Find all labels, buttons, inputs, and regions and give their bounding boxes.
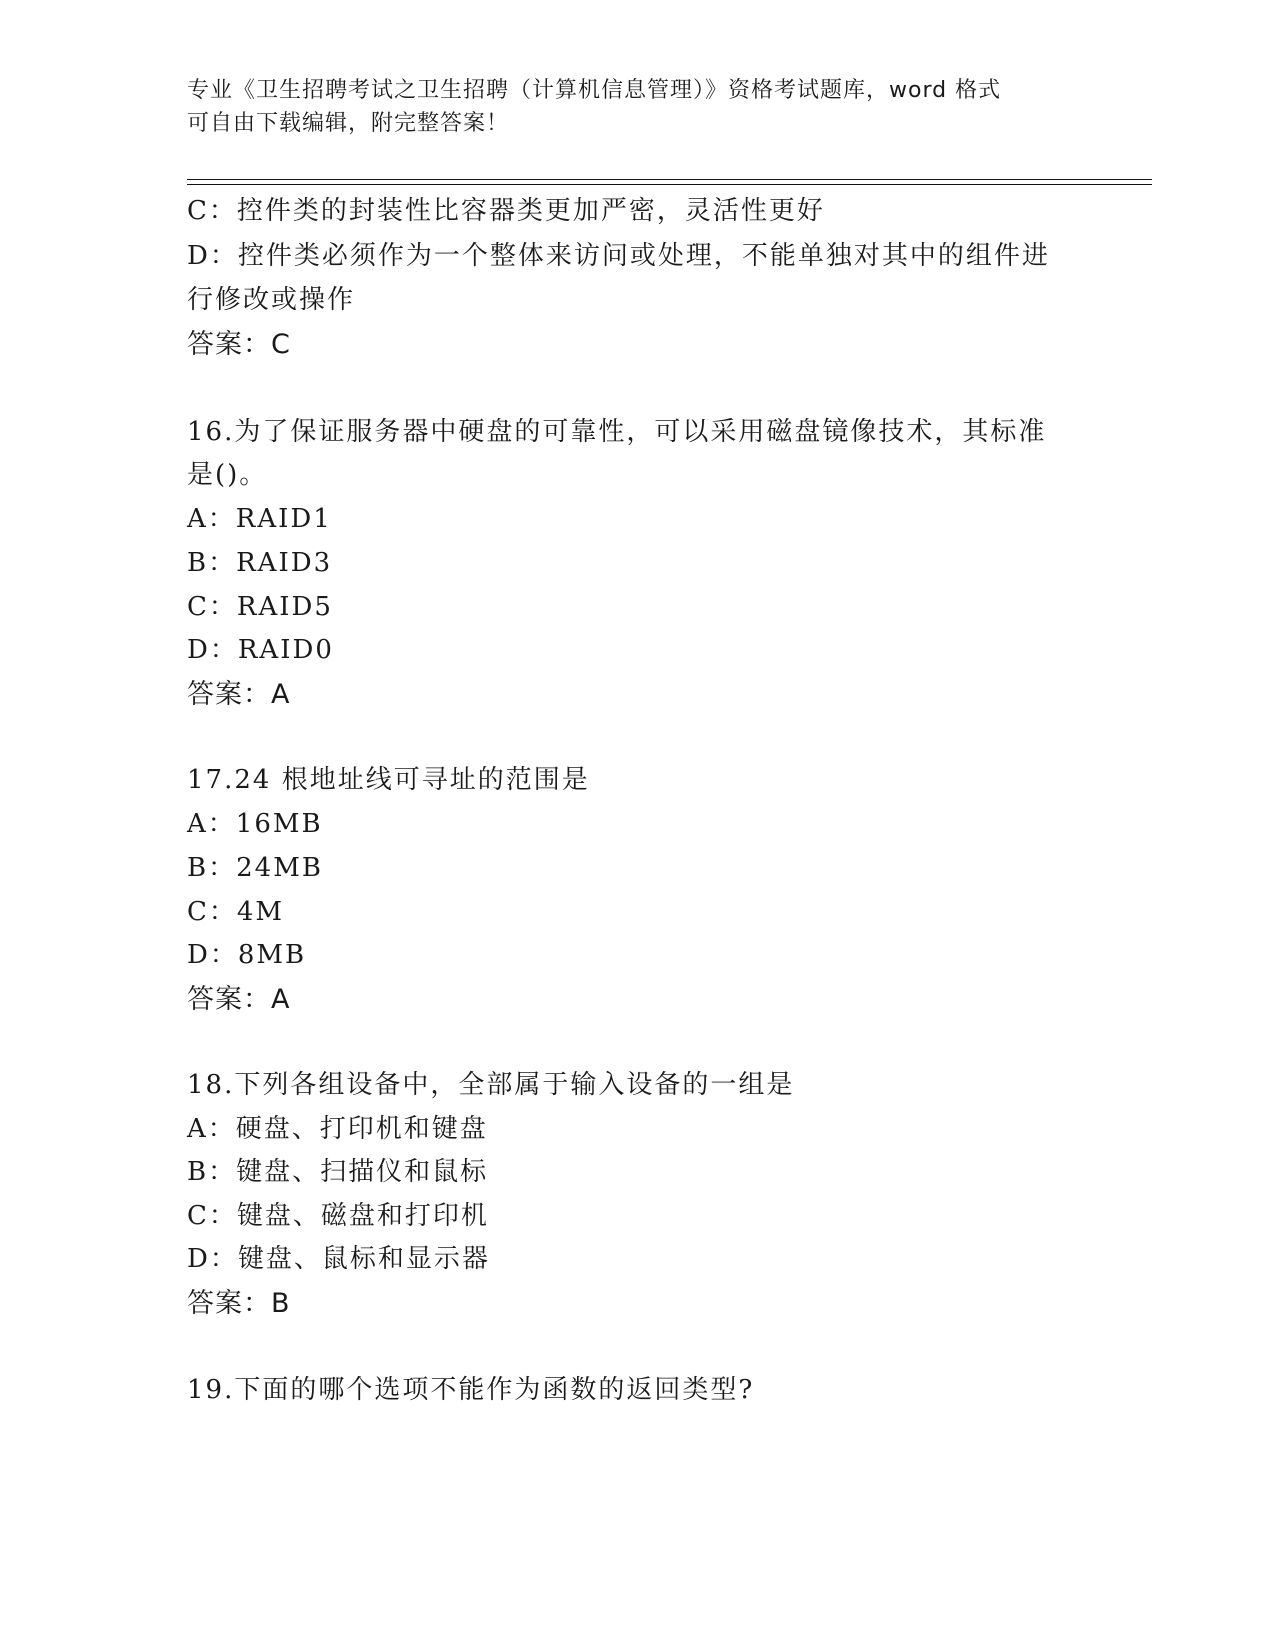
q18-answer: 答案：B — [187, 1288, 291, 1319]
q16-option-a: A：RAID1 — [187, 504, 332, 534]
q15-answer: 答案：C — [187, 329, 291, 360]
header-divider-top — [187, 179, 1152, 180]
q17-option-b: B：24MB — [187, 853, 323, 883]
q16-option-b: B：RAID3 — [187, 548, 333, 578]
q16-option-d: D：RAID0 — [187, 635, 334, 665]
q17-option-d: D：8MB — [187, 940, 307, 970]
q18-option-b: B：键盘、扫描仪和鼠标 — [187, 1157, 489, 1187]
q18-option-c: C：键盘、磁盘和打印机 — [187, 1201, 489, 1231]
header-divider-bottom — [187, 184, 1152, 185]
q19-question: 19.下面的哪个选项不能作为函数的返回类型? — [187, 1375, 755, 1405]
q16-question-line-2: 是()。 — [187, 460, 268, 490]
q17-question: 17.24 根地址线可寻址的范围是 — [187, 765, 590, 795]
q18-question: 18.下列各组设备中，全部属于输入设备的一组是 — [187, 1070, 795, 1100]
q15-option-c: C：控件类的封装性比容器类更加严密，灵活性更好 — [187, 196, 825, 226]
q17-option-c: C：4M — [187, 897, 285, 927]
q16-option-c: C：RAID5 — [187, 592, 333, 622]
q17-option-a: A：16MB — [187, 809, 323, 839]
document-header — [187, 74, 1067, 140]
q18-option-d: D：键盘、鼠标和显示器 — [187, 1244, 490, 1274]
q17-answer: 答案：A — [187, 984, 291, 1015]
q16-answer: 答案：A — [187, 679, 291, 710]
q15-option-d-line-1: D：控件类必须作为一个整体来访问或处理，不能单独对其中的组件进 — [187, 241, 1050, 271]
q15-option-d-line-2: 行修改或操作 — [187, 285, 356, 315]
q18-option-a: A：硬盘、打印机和键盘 — [187, 1114, 488, 1144]
q16-question-line-1: 16.为了保证服务器中硬盘的可靠性，可以采用磁盘镜像技术，其标准 — [187, 417, 1047, 447]
header-line-2: 可自由下载编辑，附完整答案！ — [187, 111, 510, 136]
header-line-1: 专业《卫生招聘考试之卫生招聘（计算机信息管理）》资格考试题库，word 格式 — [187, 78, 1002, 103]
